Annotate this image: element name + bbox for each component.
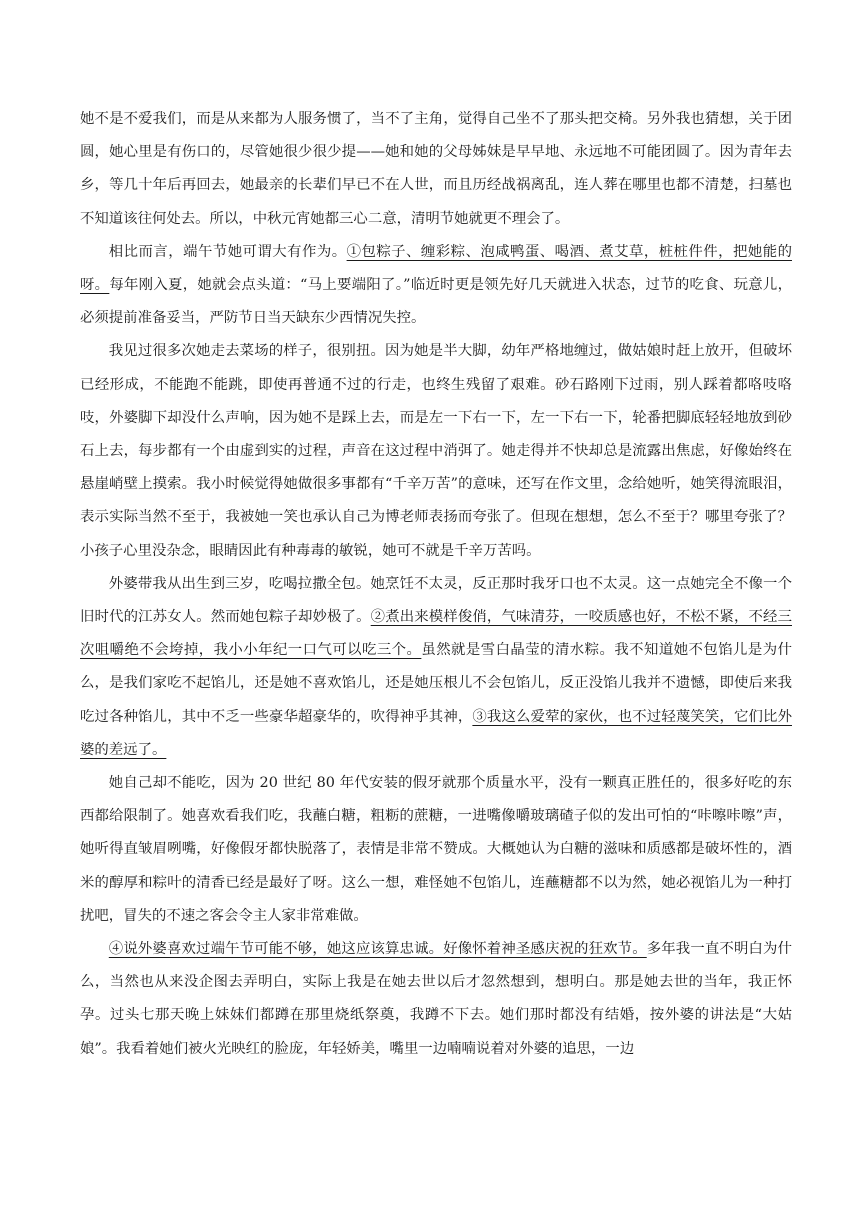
paragraph-text: 多年我一直不明白为什么，当然也从来没企图去弄明白，实际上我是在她去世以后才忽然想到，想明白。那是她去世的当年，我正怀孕。过头七那天晚上妹妹们都蹲在那里烧纸祭奠，我蹲不下去。她们那时都没有结婚，按外婆的讲法是“大姑娘”。我看着她们被火光映红的脸庞，年轻娇美，嘴里一边喃喃说着对外婆的追思，一边 bbox=[80, 941, 792, 1057]
document-page bbox=[80, 103, 792, 1066]
paragraph-text: 外婆带我从出生到三岁，吃喝拉撒全包。她烹饪不太灵，反正那时我牙口也不太灵。这一点她完全不像一个旧时代的江苏女人。然而她包粽子却妙极了。 bbox=[80, 575, 792, 626]
paragraph-text: 我见过很多次她走去菜场的样子，很别扭。因为她是半大脚，幼年严格地缠过，做姑娘时赶上放开，但破坏已经形成，不能跑不能跳，即使再普通不过的行走，也终生残留了艰难。砂石路刚下过雨，别人踩着都咯吱咯吱，外婆脚下却没什么声响，因为她不是踩上去，而是左一下右一下，左一下右一下，轮番把脚底轻轻地放到砂石上去，每步都有一个由虚到实的过程，声音在这过程中消弭了。她走得并不快却总是流露出焦虑，好像始终在悬崖峭壁上摸索。我小时候觉得她做很多事都有“千辛万苦”的意味，还写在作文里，念给她听，她笑得流眼泪，表示实际当然不至于，我被她一笑也承认自己为博老师表扬而夸张了。但现在想想，怎么不至于？哪里夸张了？小孩子心里没杂念，眼睛因此有种毒毒的敏锐，她可不就是千辛万苦吗。 bbox=[80, 343, 792, 559]
paragraph-4 bbox=[80, 568, 792, 767]
paragraph-1 bbox=[80, 103, 792, 236]
paragraph-text: 相比而言，端午节她可谓大有作为。 bbox=[108, 243, 347, 260]
paragraph-3 bbox=[80, 335, 792, 567]
paragraph-text: 她自己却不能吃，因为 20 世纪 80 年代安装的假牙就那个质量水平，没有一颗真正胜任的，很多好吃的东西都给限制了。她喜欢看我们吃，我蘸白糖，粗粝的蔗糖，一进嘴像嚼玻璃碴子似的发出可怕的“咔嚓咔嚓”声，她听得直皱眉咧嘴，好像假牙都快脱落了，表情是非常不赞成。大概她认为白糖的滋味和质感都是破坏性的，酒米的醇厚和粽叶的清香已经是最好了呀。这么一想，难怪她不包馅儿，连蘸糖都不以为然，她必视馅儿为一种打扰吧，冒失的不速之客会令主人家非常难做。 bbox=[80, 775, 792, 924]
underlined-sentence-2: ②煮出来模样俊俏，气味清芬，一咬质感也好，不松不紧，不经三次咀嚼绝不会垮掉，我小小年纪一口气可以吃三个。 bbox=[80, 609, 792, 659]
paragraph-text: 她不是不爱我们，而是从来都为人服务惯了，当不了主角，觉得自己坐不了那头把交椅。另外我也猜想，关于团圆，她心里是有伤口的，尽管她很少很少提——她和她的父母姊妹是早早地、永远地不可能团圆了。因为青年去乡，等几十年后再回去，她最亲的长辈们早已不在人世，而且历经战祸离乱，连人葬在哪里也都不清楚，扫墓也不知道该往何处去。所以，中秋元宵她都三心二意，清明节她就更不理会了。 bbox=[80, 111, 792, 227]
underlined-sentence-4: ④说外婆喜欢过端午节可能不够，她这应该算忠诚。好像怀着神圣感庆祝的狂欢节。 bbox=[108, 941, 647, 958]
underlined-sentence-1: ①包粽子、缠彩粽、泡咸鸭蛋、喝酒、煮艾草，桩桩件件，把她能的呀。 bbox=[80, 243, 792, 294]
underlined-sentence-3: ③我这么爱荤的家伙，也不过轻蔑笑笑，它们比外婆的差远了。 bbox=[80, 708, 792, 758]
paragraph-6 bbox=[80, 933, 792, 1066]
paragraph-2 bbox=[80, 236, 792, 336]
paragraph-text: 虽然就是雪白晶莹的清水粽。我不知道她不包馅儿是为什么，是我们家吃不起馅儿，还是她不喜欢馅儿，还是她压根儿不会包馅儿，反正没馅儿我并不遗憾，即使后来我吃过各种馅儿，其中不乏一些豪华超豪华的，吹得神乎其神， bbox=[80, 642, 792, 725]
paragraph-text: 每年刚入夏，她就会点头道：“马上要端阳了。”临近时更是领先好几天就进入状态，过节的吃食、玩意儿，必须提前准备妥当，严防节日当天缺东少西情况失控。 bbox=[80, 277, 792, 327]
paragraph-5 bbox=[80, 767, 792, 933]
